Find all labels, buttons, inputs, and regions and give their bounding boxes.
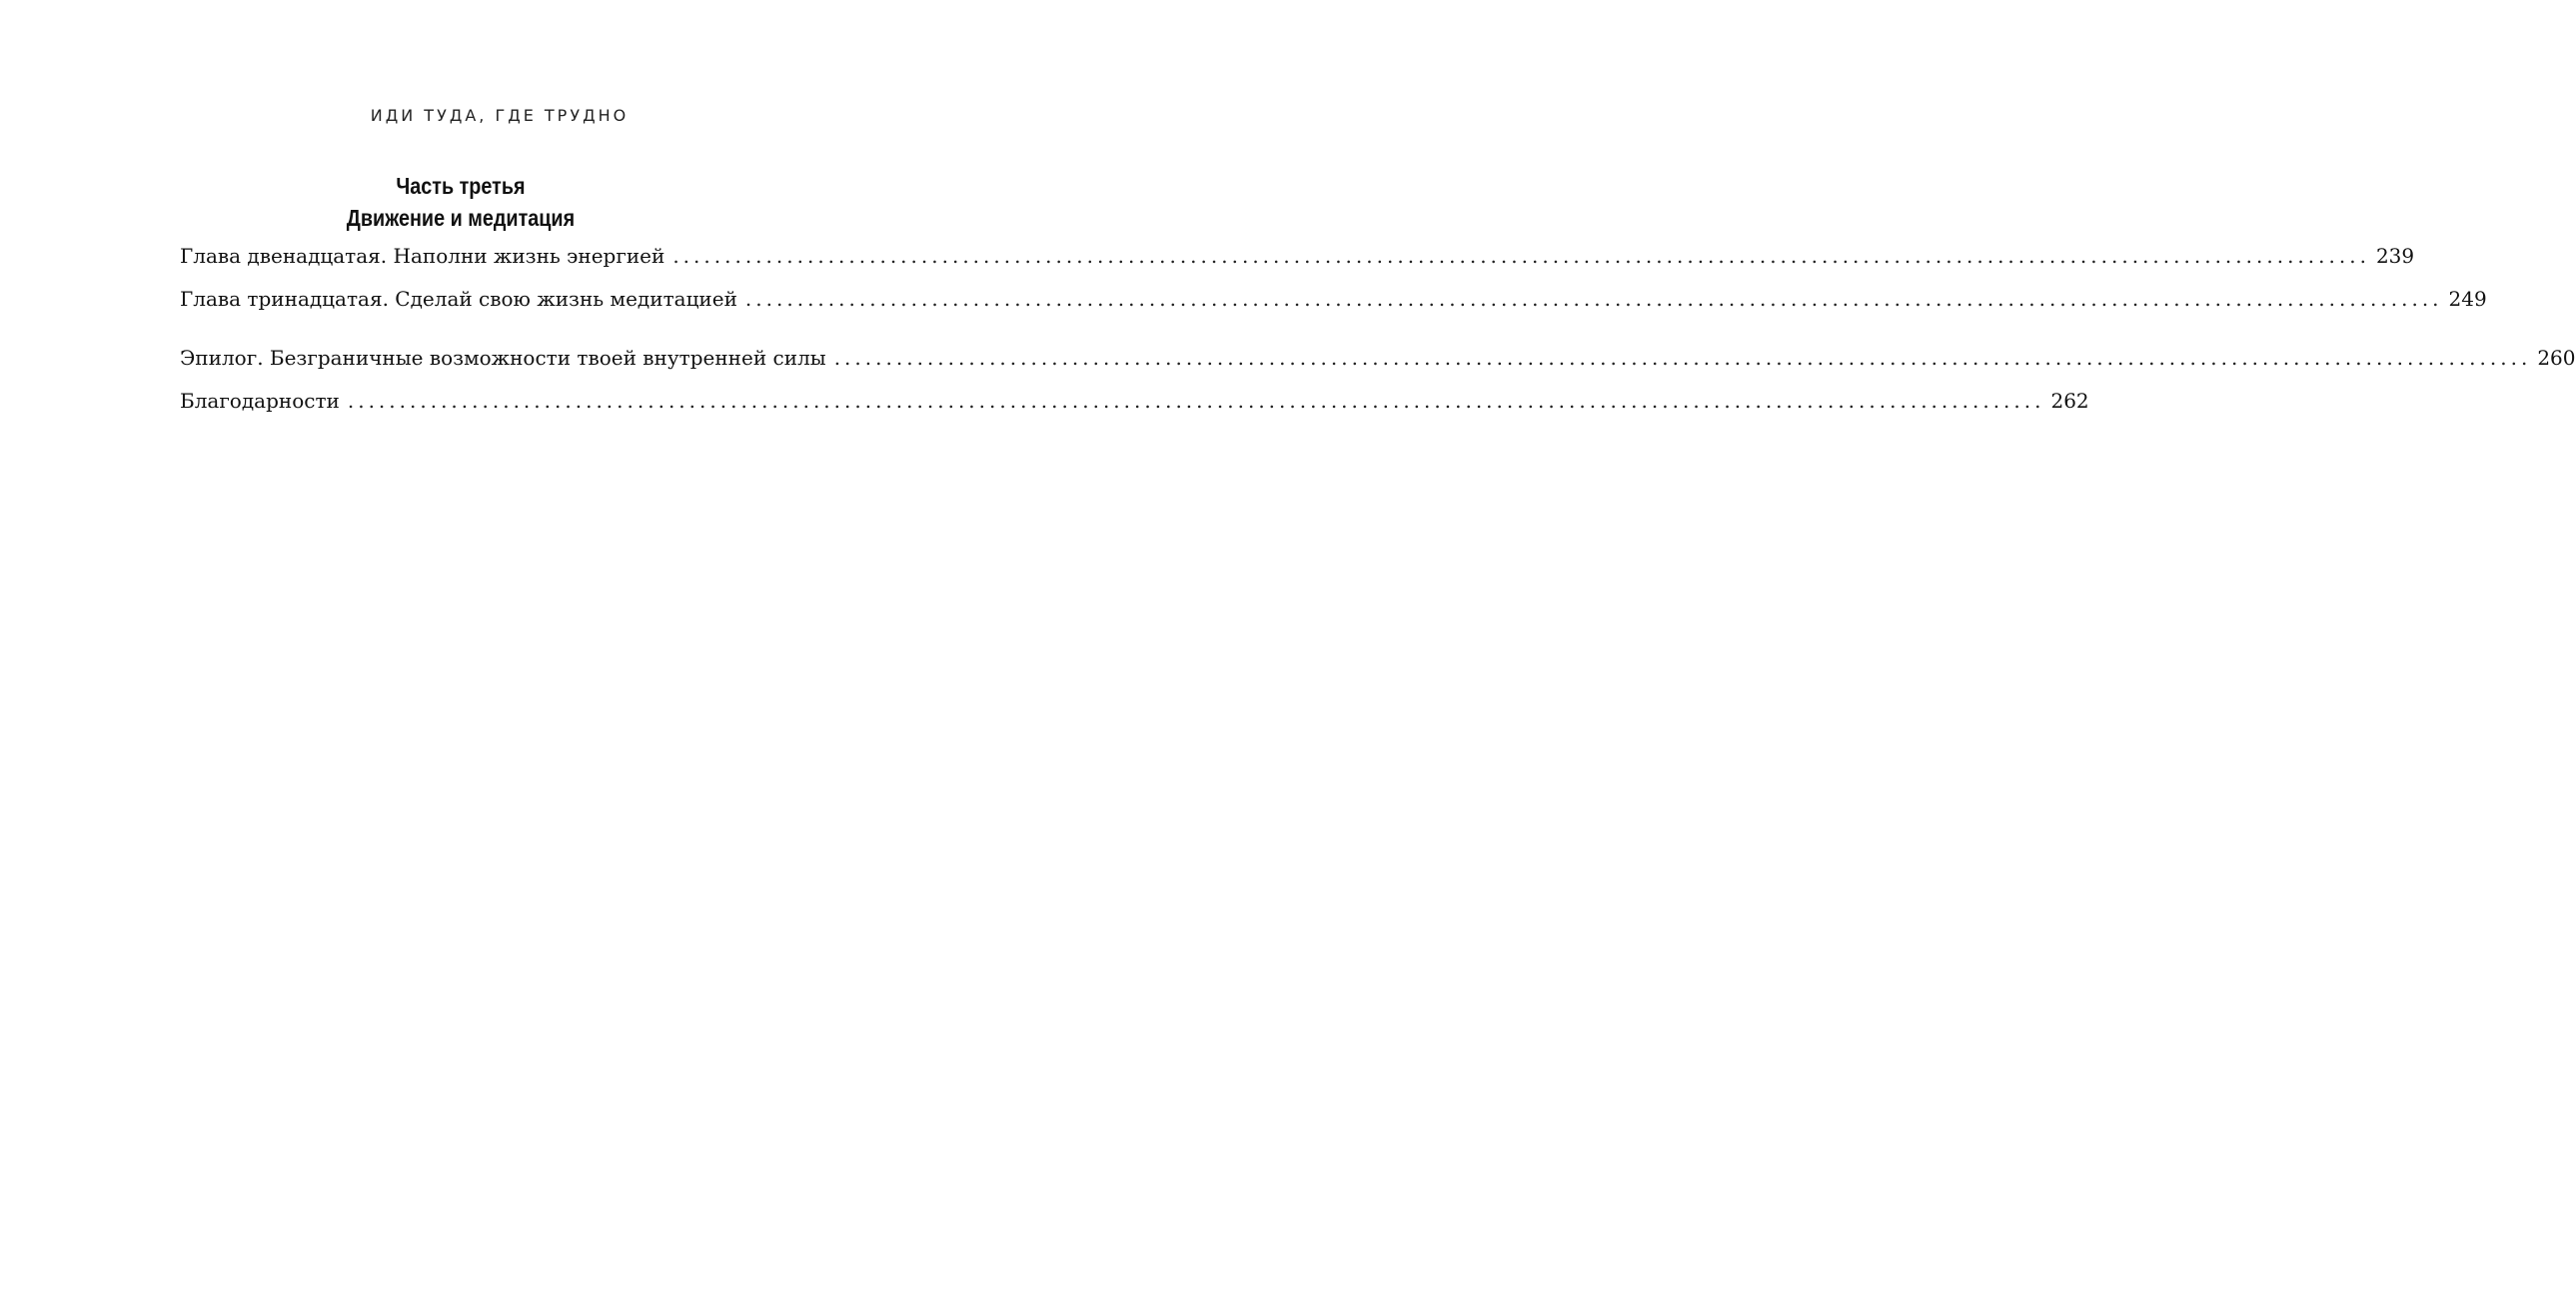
toc-page-number: 262 <box>2050 389 2089 413</box>
toc-page-number: 260 <box>2537 346 2576 370</box>
part-heading <box>0 170 921 234</box>
toc-entry-title: Благодарности <box>180 389 340 413</box>
toc-dot-leader: .................................................................................................................................................................... <box>833 346 2532 370</box>
toc-page-number: 249 <box>2448 287 2487 311</box>
toc-entry-title: Глава двенадцатая. Наполни жизнь энергией <box>180 244 665 268</box>
toc-dot-leader: .................................................................................................................................................................... <box>347 389 2045 413</box>
toc-dot-leader: .................................................................................................................................................................... <box>672 244 2370 268</box>
running-head: ИДИ ТУДА, ГДЕ ТРУДНО <box>370 106 630 125</box>
toc-entry-title: Эпилог. Безграничные возможности твоей внутренней силы <box>180 346 826 370</box>
table-of-contents <box>180 241 2576 429</box>
toc-entry[interactable] <box>180 284 2487 314</box>
toc-entry[interactable] <box>180 241 2415 271</box>
part-title: Движение и медитация <box>346 205 576 231</box>
part-label: Часть третья <box>396 173 526 199</box>
toc-entry-title: Глава тринадцатая. Сделай свою жизнь медитацией <box>180 287 737 311</box>
toc-dot-leader: .................................................................................................................................................................... <box>744 287 2443 311</box>
toc-entry[interactable] <box>180 386 2089 416</box>
toc-entry[interactable] <box>180 343 2576 373</box>
toc-page-number: 239 <box>2375 244 2415 268</box>
